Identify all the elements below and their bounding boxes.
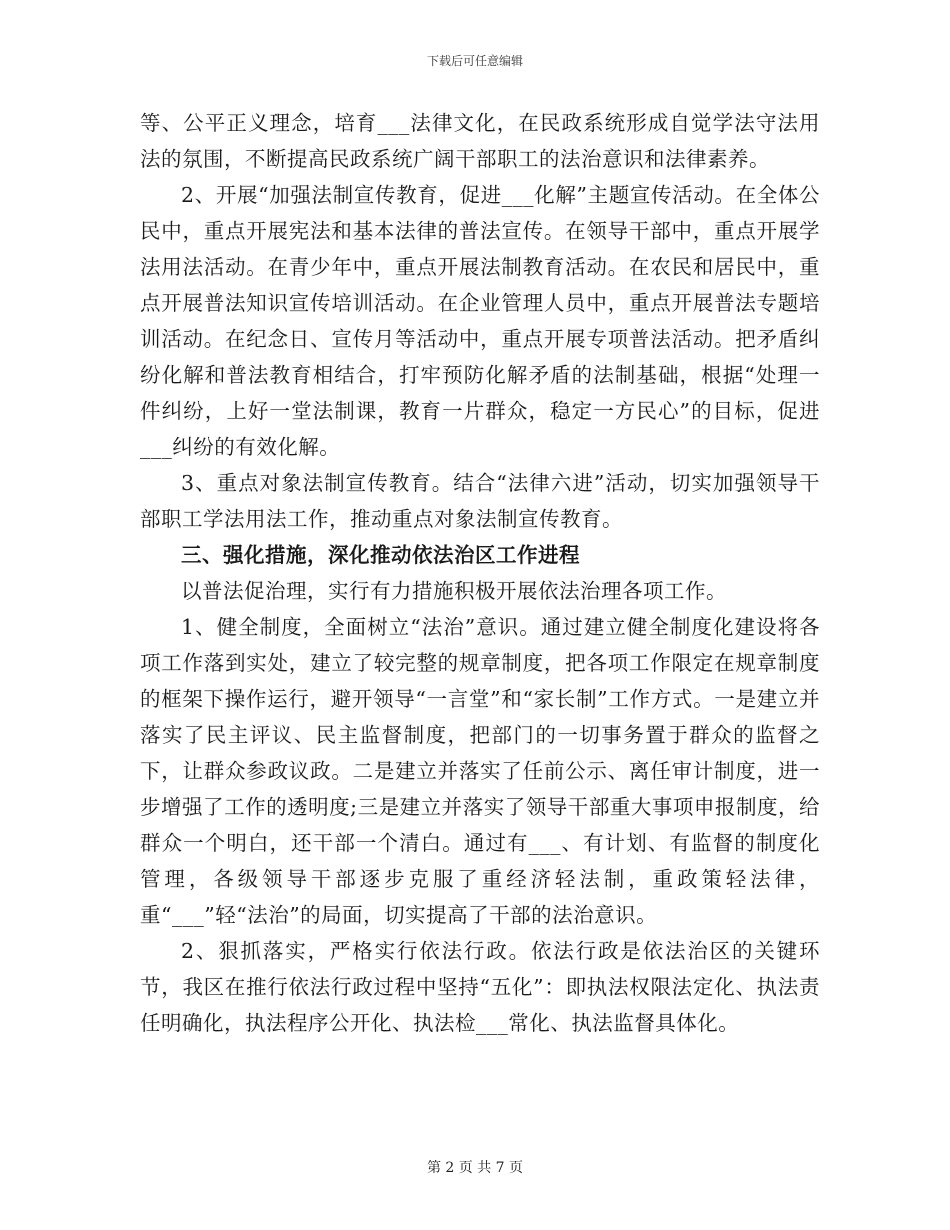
paragraph-continuation: 等、公平正义理念，培育___法律文化，在民政系统形成自觉学法守法用法的氛围，不断提高民政系统广阔干部职工的法治意识和法律素养。 [140,111,820,171]
paragraph-item-1: 1、健全制度，全面树立“法治”意识。通过建立健全制度化建设将各项工作落到实处，建立了较完整的规章制度，把各项工作限定在规章制度的框架下操作运行，避开领导“一言堂”和“家长制”工作方式。一是建立并落实了民主评议、民主监督制度，把部门的一切事务置于群众的监督之下，让群众参政议政。二是建立并落实了任前公示、离任审计制度，进一步增强了工作的透明度;三是建立并落实了领导干部重大事项申报制度，给群众一个明白，还干部一个清白。通过有___、有计划、有监督的制度化管理，各级领导干部逐步克服了重经济轻法制，重政策轻法律，重“___”轻“法治”的局面，切实提高了干部的法治意识。 [140,615,820,927]
paragraph-item-2b: 2、狠抓落实，严格实行依法行政。依法行政是依法治区的关键环节，我区在推行依法行政过程中坚持“五化”：即执法权限法定化、执法责任明确化，执法程序公开化、执法检___常化、执法监督具体化。 [140,939,820,1035]
paragraph-item-2: 2、开展“加强法制宣传教育，促进___化解”主题宣传活动。在全体公民中，重点开展宪法和基本法律的普法宣传。在领导干部中，重点开展学法用法活动。在青少年中，重点开展法制教育活动。在农民和居民中，重点开展普法知识宣传培训活动。在企业管理人员中，重点开展普法专题培训活动。在纪念日、宣传月等活动中，重点开展专项普法活动。把矛盾纠纷化解和普法教育相结合，打牢预防化解矛盾的法制基础，根据“处理一件纠纷，上好一堂法制课，教育一片群众，稳定一方民心”的目标，促进___纠纷的有效化解。 [140,183,820,459]
document-body [140,105,820,1041]
page-header-note: 下载后可任意编辑 [426,54,523,68]
paragraph-item-3: 3、重点对象法制宣传教育。结合“法律六进”活动，切实加强领导干部职工学法用法工作，推动重点对象法制宣传教育。 [140,471,820,531]
page-number: 第 2 页 共 7 页 [426,1160,524,1176]
section-heading-3: 三、强化措施，深化推动依法治区工作进程 [181,543,580,567]
paragraph-section-intro: 以普法促治理，实行有力措施积极开展依法治理各项工作。 [181,579,727,603]
